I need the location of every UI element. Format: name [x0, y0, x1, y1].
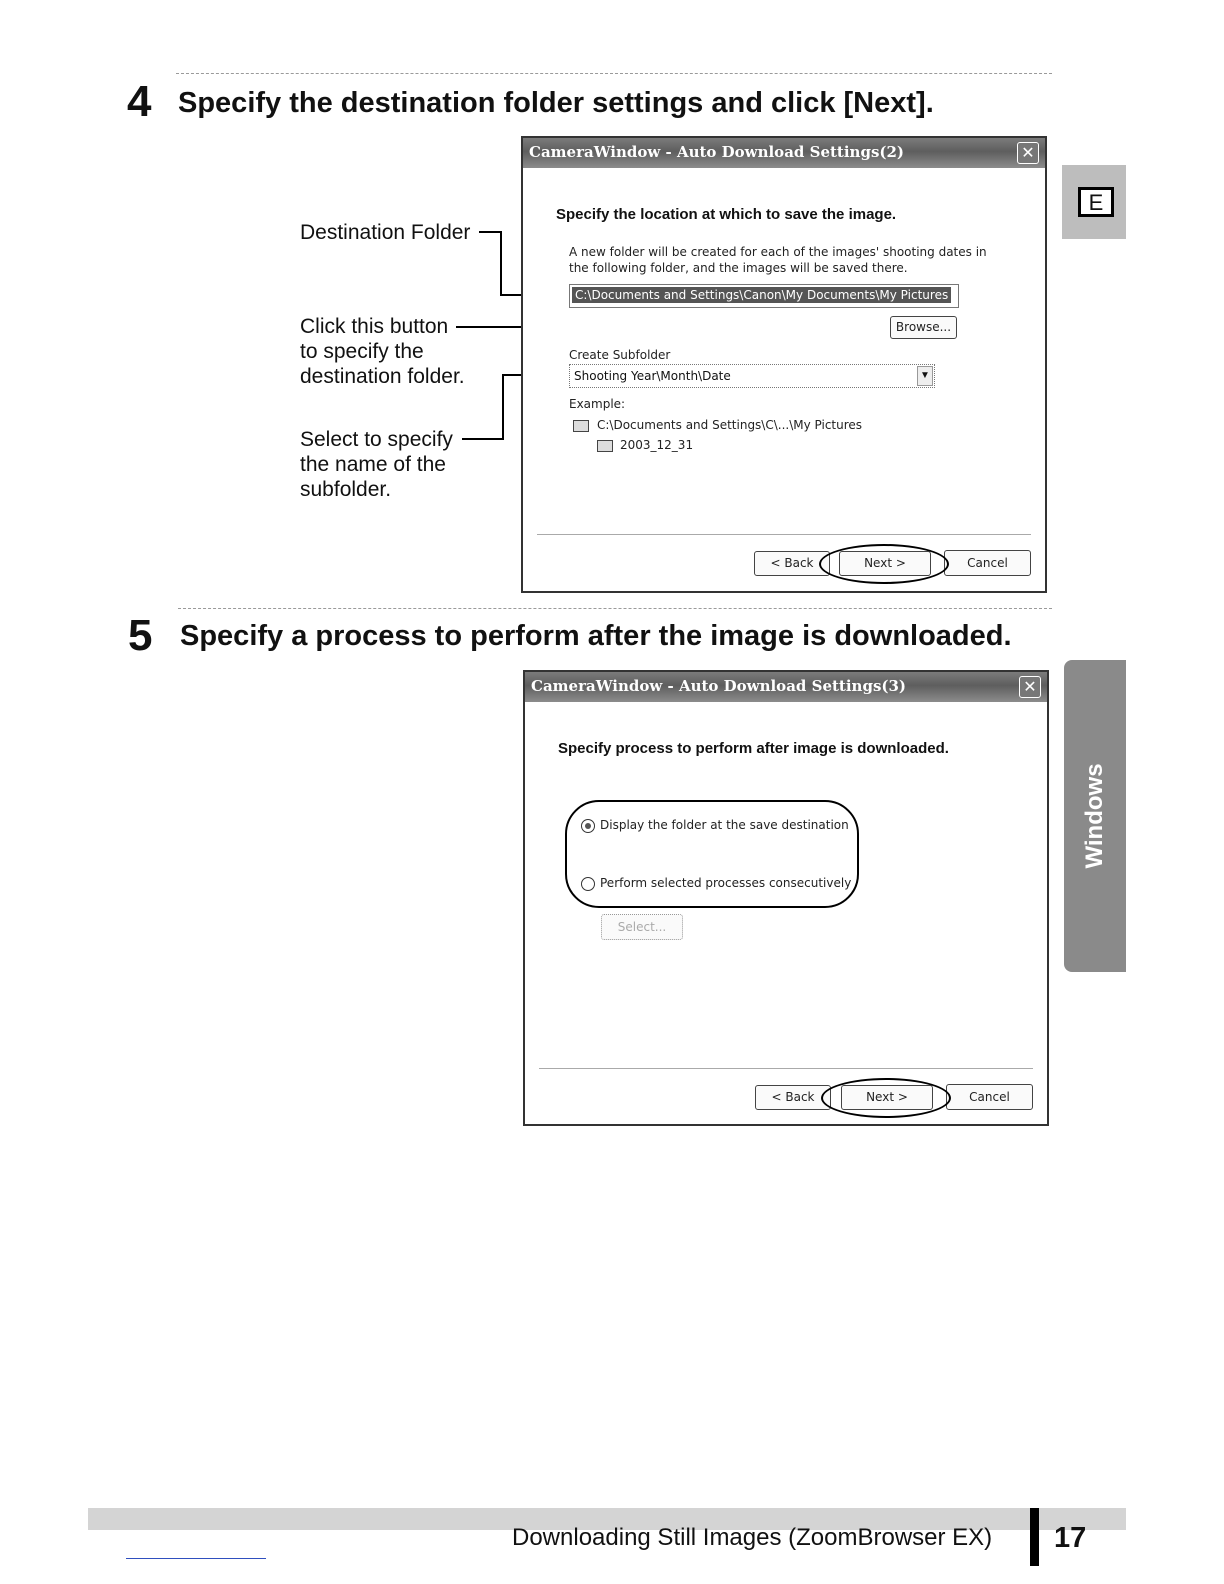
example-label: Example: [569, 397, 626, 411]
next-button[interactable]: Next > [841, 1085, 933, 1110]
destination-path-field[interactable] [569, 284, 959, 308]
next-button-highlight [821, 1078, 951, 1118]
step-4-title: Specify the destination folder settings and click [Next]. [178, 87, 934, 119]
step-5-title: Specify a process to perform after the image is downloaded. [180, 620, 1012, 652]
dialog-title: CameraWindow - Auto Download Settings(2) [529, 143, 905, 161]
dialog-heading: Specify process to perform after image is downloaded. [558, 740, 949, 757]
language-tab-label: E [1078, 187, 1114, 217]
footer-separator [1030, 1508, 1039, 1566]
option-display-folder-label: Display the folder at the save destination [600, 818, 849, 832]
back-button[interactable]: < Back [754, 551, 830, 576]
process-options-highlight [565, 800, 859, 908]
next-button[interactable]: Next > [839, 551, 931, 576]
page-number: 17 [1054, 1522, 1087, 1554]
os-tab-label: Windows [1081, 763, 1108, 869]
auto-download-settings-2-dialog [521, 136, 1047, 593]
next-button-highlight [819, 544, 949, 584]
dialog-title: CameraWindow - Auto Download Settings(3) [531, 677, 907, 695]
cancel-button[interactable]: Cancel [946, 1084, 1033, 1110]
leader-subfolder-v [502, 374, 504, 440]
select-button[interactable]: Select... [601, 914, 683, 940]
chevron-down-icon[interactable]: ▼ [917, 366, 933, 386]
cancel-button[interactable]: Cancel [944, 550, 1031, 576]
footer-section-title: Downloading Still Images (ZoomBrowser EX) [512, 1524, 993, 1551]
radio-display-folder[interactable] [581, 819, 595, 833]
leader-subfolder-h1 [462, 438, 504, 440]
button-separator [537, 534, 1031, 535]
callout-browse-hint: Click this button to specify the destination folder. [300, 315, 465, 388]
step-4-number: 4 [127, 77, 152, 126]
destination-path-value: C:\Documents and Settings\Canon\My Documents\My Pictures [572, 287, 951, 303]
folder-icon [573, 420, 589, 432]
example-root-path: C:\Documents and Settings\C\...\My Pictures [597, 418, 863, 432]
subfolder-select-value: Shooting Year\Month\Date [574, 369, 731, 383]
button-separator [539, 1068, 1033, 1069]
callout-destination-folder: Destination Folder [300, 221, 471, 244]
auto-download-settings-3-dialog [523, 670, 1049, 1126]
callout-subfolder-hint: Select to specify the name of the subfolder. [300, 428, 453, 501]
top-rule [176, 73, 1052, 74]
step-5-number: 5 [128, 611, 153, 660]
example-child-folder: 2003_12_31 [620, 438, 694, 452]
dialog-description: A new folder will be created for each of the images' shooting dates in the following folder, and the images will be saved there. [569, 245, 987, 275]
dialog-titlebar[interactable] [525, 672, 1047, 702]
option-perform-processes-label: Perform selected processes consecutively [600, 876, 852, 890]
footer-link-rule [126, 1558, 266, 1559]
middle-rule [178, 608, 1052, 609]
create-subfolder-label: Create Subfolder [569, 348, 671, 362]
leader-destination-v [500, 231, 502, 295]
subfolder-icon [597, 440, 613, 452]
leader-destination-h1 [479, 231, 501, 233]
browse-button[interactable]: Browse... [890, 316, 957, 339]
subfolder-select[interactable] [569, 364, 935, 388]
radio-perform-processes[interactable] [581, 877, 595, 891]
dialog-heading: Specify the location at which to save the image. [556, 206, 897, 223]
os-tab [1064, 660, 1126, 972]
close-icon[interactable]: ✕ [1017, 142, 1039, 164]
close-icon[interactable]: ✕ [1019, 676, 1041, 698]
back-button[interactable]: < Back [755, 1085, 831, 1110]
dialog-titlebar[interactable] [523, 138, 1045, 168]
language-tab [1062, 165, 1126, 239]
